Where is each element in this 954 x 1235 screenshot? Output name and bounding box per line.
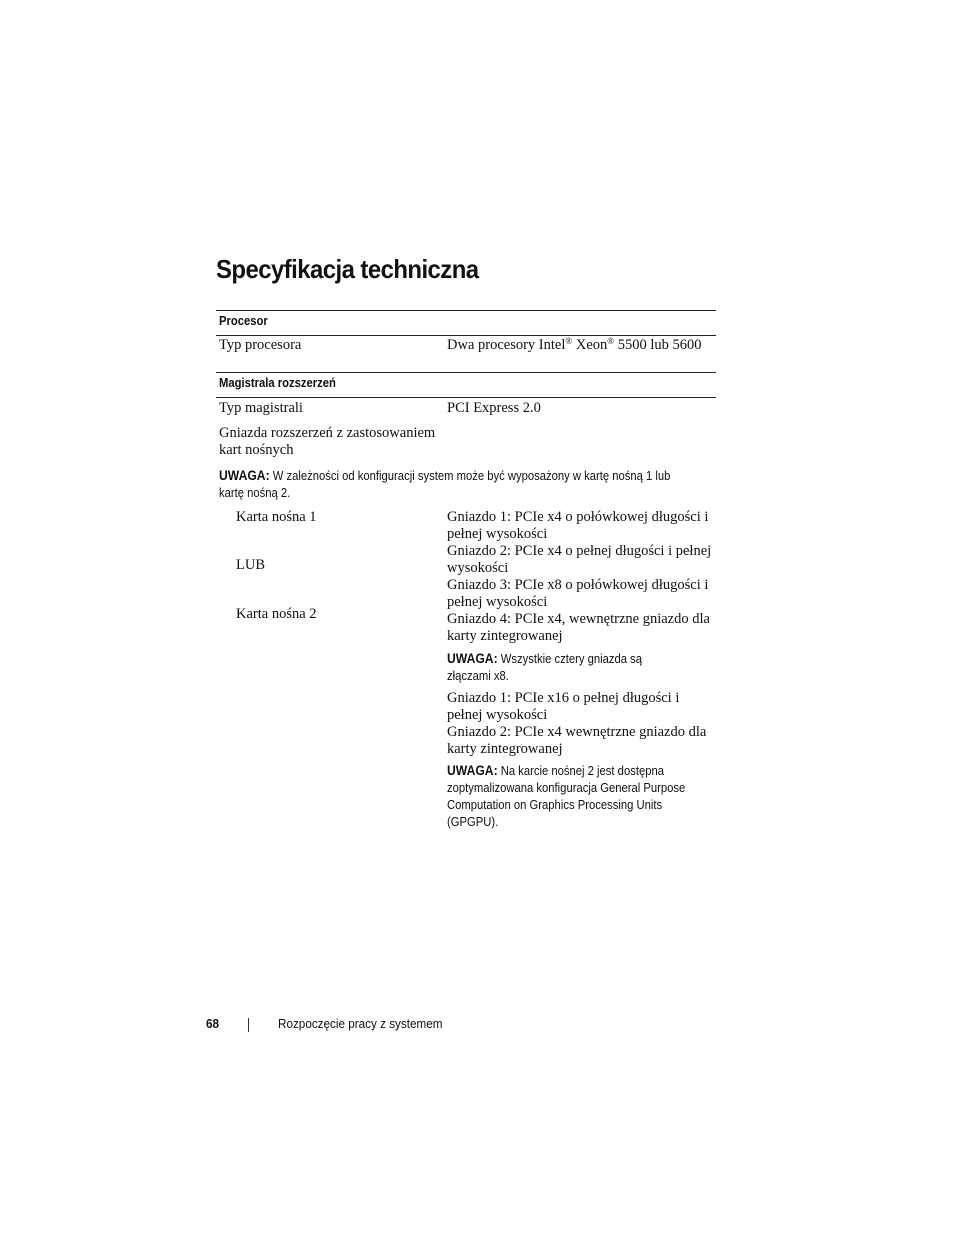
slot-line: Gniazdo 2: PCIe x4 wewnętrzne gniazdo dla xyxy=(447,724,707,740)
slot-line: Gniazdo 4: PCIe x4, wewnętrzne gniazdo dla xyxy=(447,611,710,627)
riser-card-2-slots xyxy=(447,690,706,758)
expansion-slots-label xyxy=(219,425,435,459)
note-riser-card-2: UWAGA: Na karcie nośnej 2 jest dostępna zoptymalizowana konfiguracja General Purpose Computation on Graphics Processing Units (GPGPU). xyxy=(447,763,686,829)
section-rule xyxy=(216,372,716,373)
slot-line: karty zintegrowanej xyxy=(447,628,563,644)
bus-type-value: PCI Express 2.0 xyxy=(447,400,541,416)
footer-chapter-title: Rozpoczęcie pracy z systemem xyxy=(278,1016,443,1031)
section-heading-magistrala: Magistrala rozszerzeń xyxy=(219,376,336,390)
bus-type-label: Typ magistrali xyxy=(219,400,303,416)
processor-type-label: Typ procesora xyxy=(219,337,302,353)
footer-separator xyxy=(248,1018,249,1032)
slot-line: wysokości xyxy=(447,560,509,576)
table-top-rule xyxy=(216,310,716,311)
page-number: 68 xyxy=(206,1016,220,1031)
riser-card-2-label: Karta nośna 2 xyxy=(236,606,317,622)
riser-card-1-label: Karta nośna 1 xyxy=(236,509,317,525)
section-rule xyxy=(216,397,716,398)
expansion-slots-label-line: kart nośnych xyxy=(219,442,294,458)
slot-line: Gniazdo 2: PCIe x4 o pełnej długości i pełnej xyxy=(447,543,712,559)
page-title: Specyfikacja techniczna xyxy=(216,254,479,284)
note-riser-config: UWAGA: W zależności od konfiguracji system może być wyposażony w kartę nośną 1 lub kartę nośną 2. xyxy=(219,468,671,500)
or-label: LUB xyxy=(236,557,265,573)
slot-line: karty zintegrowanej xyxy=(447,741,563,757)
riser-card-1-slots xyxy=(447,509,711,645)
note-label: UWAGA: xyxy=(447,651,498,666)
slot-line: pełnej wysokości xyxy=(447,594,548,610)
slot-line: Gniazdo 1: PCIe x16 o pełnej długości i xyxy=(447,690,680,706)
processor-type-value: Dwa procesory Intel® Xeon® 5500 lub 5600 xyxy=(447,336,702,353)
slot-line: Gniazdo 3: PCIe x8 o połówkowej długości i xyxy=(447,577,709,593)
note-riser-card-1: UWAGA: Wszystkie cztery gniazda są złączami x8. xyxy=(447,651,643,683)
slot-line: pełnej wysokości xyxy=(447,526,548,542)
slot-line: Gniazdo 1: PCIe x4 o połówkowej długości i xyxy=(447,509,709,525)
note-label: UWAGA: xyxy=(447,763,498,778)
note-label: UWAGA: xyxy=(219,468,270,483)
slot-line: pełnej wysokości xyxy=(447,707,548,723)
section-rule xyxy=(216,335,716,336)
section-heading-procesor: Procesor xyxy=(219,314,268,328)
expansion-slots-label-line: Gniazda rozszerzeń z zastosowaniem xyxy=(219,425,436,441)
